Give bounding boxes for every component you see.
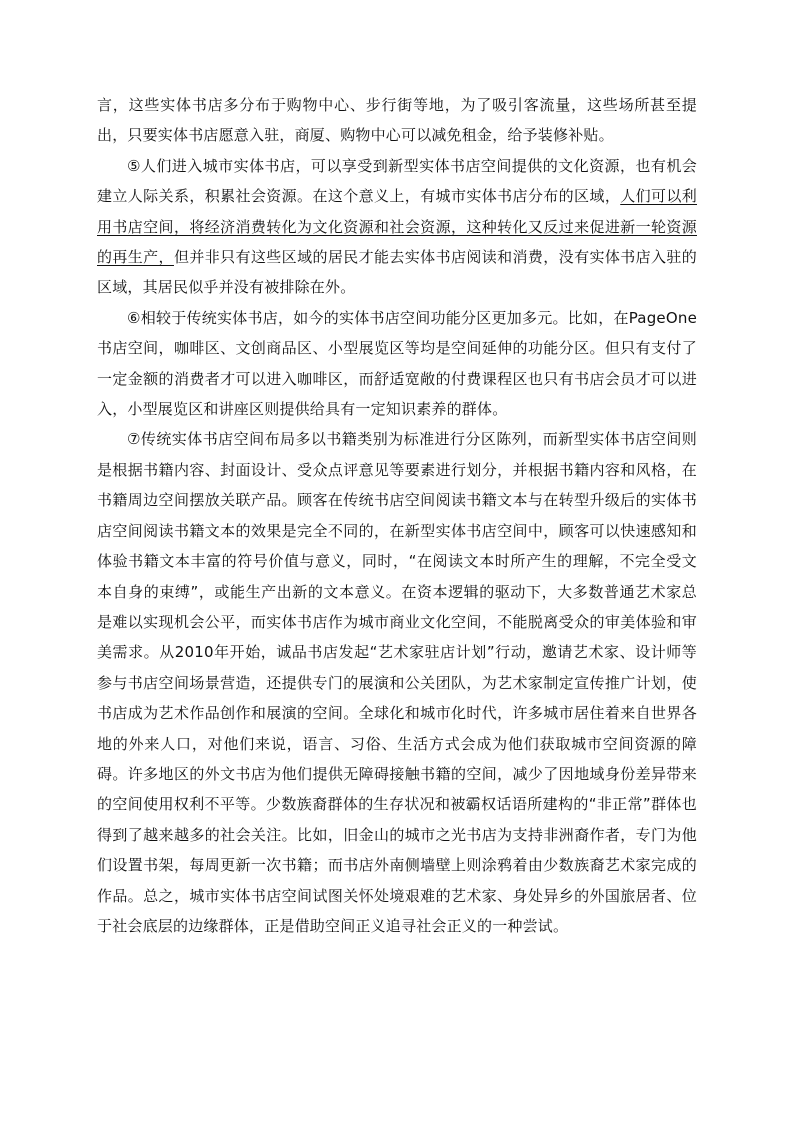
paragraph-4-continuation: 言，这些实体书店多分布于购物中心、步行街等地，为了吸引客流量，这些场所甚至提出，只要实体书店愿意入驻，商厦、购物中心可以减免租金，给予装修补贴。 — [97, 96, 697, 145]
paragraph-6: ⑥相较于传统实体书店，如今的实体书店空间功能分区更加多元。比如，在PageOne书店空间，咖啡区、文创商品区、小型展览区等均是空间延伸的功能分区。但只有支付了一定金额的消费者才可以进入咖啡区，而舒适宽敞的付费课程区也只有书店会员才可以进入，小型展览区和讲座区则提供给具有一定知识素养的群体。 — [97, 308, 697, 419]
paragraph-5-text-end: 但并非只有这些区域的居民才能去实体书店阅读和消费，没有实体书店入驻的区域，其居民似乎并没有被排除在外。 — [97, 248, 697, 297]
document-page — [97, 90, 697, 941]
paragraph-5 — [97, 151, 697, 303]
paragraph-5-text-start: ⑤人们进入城市实体书店，可以享受到新型实体书店空间提供的文化资源，也有机会建立人际关系，积累社会资源。在这个意义上，有城市实体书店分布的区域， — [97, 156, 697, 206]
paragraph-7: ⑦传统实体书店空间布局多以书籍类别为标准进行分区陈列，而新型实体书店空间则是根据书籍内容、封面设计、受众点评意见等要素进行划分，并根据书籍内容和风格，在书籍周边空间摆放关联产品。顾客在传统书店空间阅读书籍文本与在转型升级后的实体书店空间阅读书籍文本的效果是完全不同的，在新型实体书店空间中，顾客可以快速感知和体验书籍文本丰富的符号价值与意义，同时，“在阅读文本时所产生的理解，不完全受文本自身的束缚”，或能生产出新的文本意义。在资本逻辑的驱动下，大多数普通艺术家总是难以实现机会公平，而实体书店作为城市商业文化空间，不能脱离受众的审美体验和审美需求。从2010年开始，诚品书店发起“艺术家驻店计划”行动，邀请艺术家、设计师等参与书店空间场景营造，还提供专门的展演和公关团队，为艺术家制定宣传推广计划，使书店成为艺术作品创作和展演的空间。全球化和城市化时代，许多城市居住着来自世界各地的外来人口，对他们来说，语言、习俗、生活方式会成为他们获取城市空间资源的障碍。许多地区的外文书店为他们提供无障碍接触书籍的空间，减少了因地域身份差异带来的空间使用权利不平等。少数族裔群体的生存状况和被霸权话语所建构的“非正常”群体也得到了越来越多的社会关注。比如，旧金山的城市之光书店为支持非洲裔作者，专门为他们设置书架，每周更新一次书籍；而书店外南侧墙壁上则涂鸦着由少数族裔艺术家完成的作品。总之，城市实体书店空间试图关怀处境艰难的艺术家、身处异乡的外国旅居者、位于社会底层的边缘群体，正是借助空间正义追寻社会正义的一种尝试。 — [97, 430, 697, 935]
paragraph-5-underlined-sentence: 人们可以利用书店空间，将经济消费转化为文化资源和社会资源，这种转化又反过来促进新一轮资源的再生产， — [97, 187, 697, 267]
